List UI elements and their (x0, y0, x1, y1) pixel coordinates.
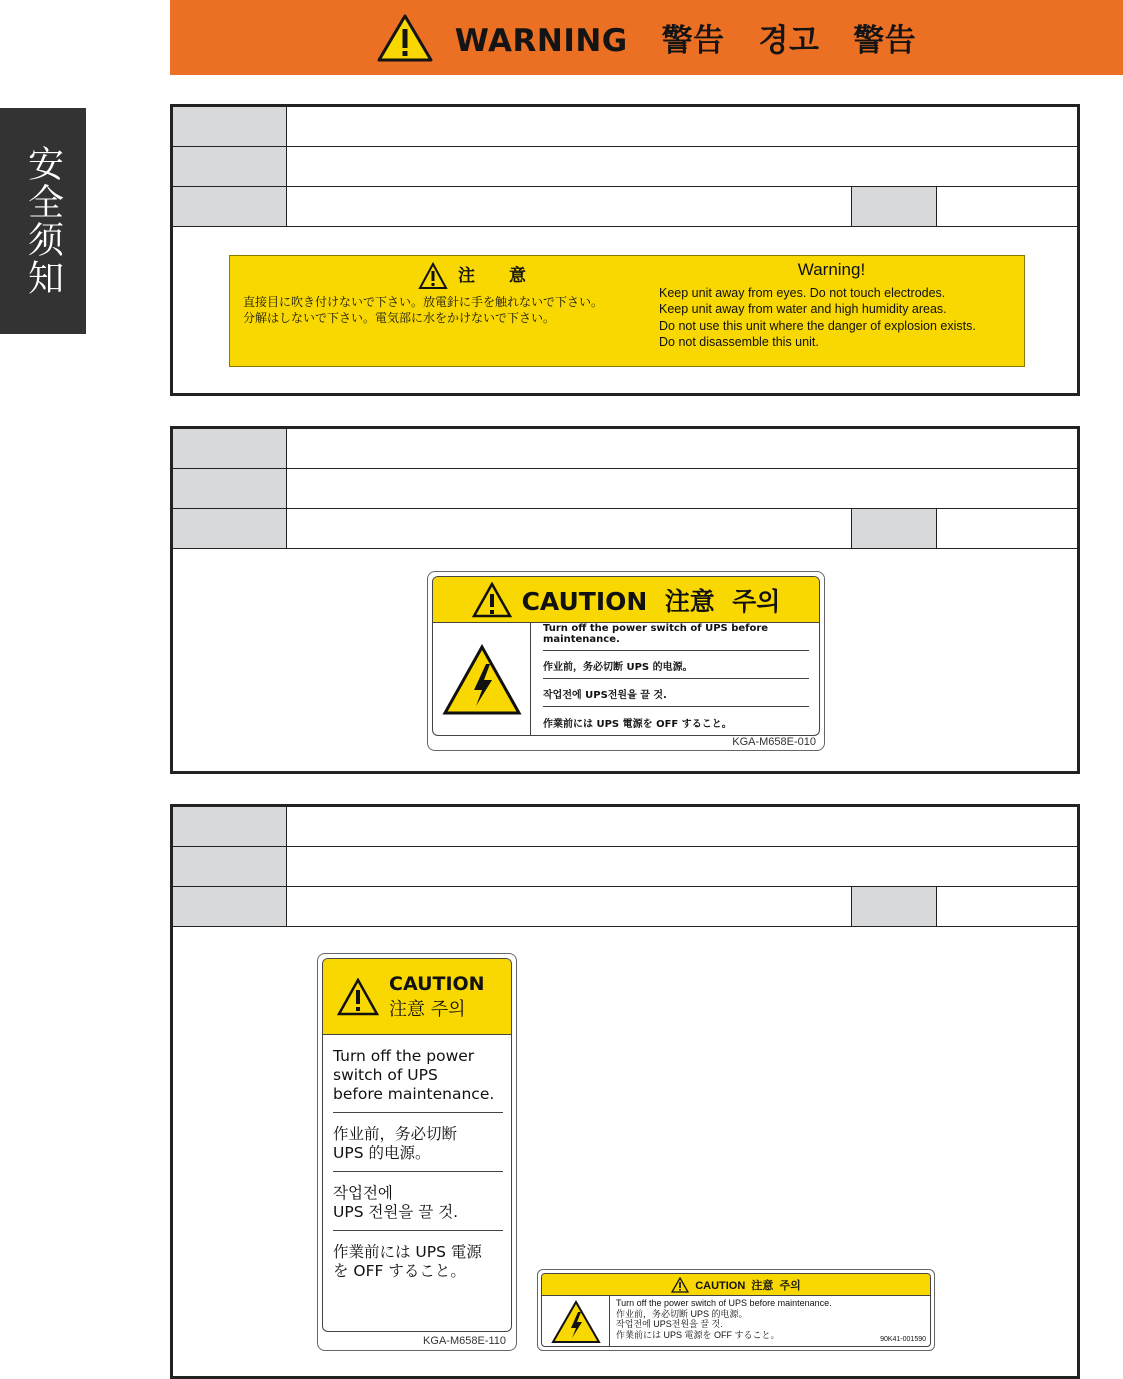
warning-banner (170, 0, 1123, 75)
caution-sticker (427, 571, 825, 751)
row-label-cell (851, 887, 937, 926)
warning-triangle-icon (472, 582, 512, 618)
row-value-cell (287, 887, 851, 926)
warning-triangle-icon (671, 1277, 689, 1293)
vertical-caution-block: 作业前，务必切断 UPS 的电源。 (333, 1113, 503, 1172)
row-value-cell (287, 807, 1077, 846)
sticker-code: KGA-M658E-010 (732, 736, 816, 748)
small-caution-line: Turn off the power switch of UPS before maintenance. (616, 1298, 832, 1308)
row-value-cell (287, 107, 1077, 146)
caution-line: 作业前，务必切断 UPS 的电源。 (543, 651, 809, 679)
info-row (173, 887, 1077, 927)
sticker-english-text (655, 256, 1024, 366)
info-row (173, 847, 1077, 887)
info-row (173, 469, 1077, 509)
vertical-caution-sticker (317, 953, 517, 1351)
info-row (173, 509, 1077, 549)
row-value-cell (287, 187, 851, 226)
vertical-heading-1: CAUTION (389, 972, 485, 995)
caution-line: 작업전에 UPS전원을 끌 것. (543, 679, 809, 707)
sticker-japanese-text (230, 256, 655, 366)
sticker-en-line: Keep unit away from eyes. Do not touch electrodes. (659, 285, 946, 300)
warning-triangle-icon (337, 978, 379, 1016)
row-value-cell (287, 847, 1077, 886)
row-value-cell (937, 509, 1077, 548)
info-row (173, 147, 1077, 187)
warning-triangle-icon (418, 262, 448, 290)
banner-title: WARNING 警告 경고 警告 (454, 23, 917, 59)
sticker-jp-line: 分解はしないで下さい。電気部に水をかけないで下さい。 (243, 311, 556, 325)
row-label-cell (173, 807, 287, 846)
sticker-en-line: Keep unit away from water and high humidity areas. (659, 302, 947, 316)
sticker-en-line: Do not use this unit where the danger of explosion exists. (659, 318, 976, 333)
small-caution-sticker (537, 1269, 935, 1351)
row-value-cell (937, 187, 1077, 226)
caution-line: 作業前には UPS 電源を OFF すること。 (543, 719, 732, 730)
info-row (173, 807, 1077, 847)
sticker-en-line: Do not disassemble this unit. (659, 335, 819, 349)
electric-shock-icon (551, 1300, 601, 1344)
small-caution-line: 작업전에 UPS전원을 끌 것. (616, 1319, 723, 1329)
warning-sticker (229, 255, 1025, 367)
caution-heading: CAUTION 注意 주의 (521, 586, 781, 616)
vertical-heading-2: 注意 주의 (389, 998, 466, 1020)
row-value-cell (287, 469, 1077, 508)
row-label-cell (851, 187, 937, 226)
section-side-tab (0, 108, 86, 334)
row-label-cell (173, 107, 287, 146)
small-caution-line: 作業前には UPS 電源を OFF すること。 (616, 1329, 780, 1340)
electric-shock-icon (442, 644, 522, 716)
sticker-code: 90K41-001590 (880, 1335, 926, 1343)
side-tab-label: 安全须知 (22, 145, 64, 297)
label-panel-3 (170, 804, 1080, 1379)
vertical-caution-block: Turn off the power switch of UPS before maintenance. (333, 1035, 503, 1113)
info-row (173, 107, 1077, 147)
info-row (173, 429, 1077, 469)
row-label-cell (173, 509, 287, 548)
warning-triangle-icon (377, 13, 433, 63)
sticker-code: KGA-M658E-110 (423, 1335, 506, 1347)
row-label-cell (173, 187, 287, 226)
row-label-cell (173, 887, 287, 926)
row-value-cell (287, 147, 1077, 186)
label-panel-2 (170, 426, 1080, 774)
caution-line: Turn off the power switch of UPS before maintenance. (543, 623, 809, 651)
row-label-cell (173, 847, 287, 886)
row-label-cell (851, 509, 937, 548)
row-label-cell (173, 469, 287, 508)
small-caution-line: 作业前，务必切断 UPS 的电源。 (616, 1308, 748, 1319)
row-value-cell (937, 887, 1077, 926)
sticker-jp-heading: 注 意 (458, 266, 540, 286)
sticker-en-heading: Warning! (797, 260, 866, 279)
label-panel-1 (170, 104, 1080, 396)
vertical-caution-block: 作業前には UPS 電源 を OFF すること。 (333, 1243, 482, 1280)
small-caution-heading: CAUTION 注意 주의 (695, 1279, 801, 1292)
row-value-cell (287, 509, 851, 548)
row-label-cell (173, 429, 287, 468)
row-label-cell (173, 147, 287, 186)
info-row (173, 187, 1077, 227)
sticker-jp-line: 直接目に吹き付けないで下さい。放電針に手を触れないで下さい。 (243, 295, 604, 309)
row-value-cell (287, 429, 1077, 468)
vertical-caution-block: 작업전에 UPS 전원을 끌 것. (333, 1172, 503, 1231)
